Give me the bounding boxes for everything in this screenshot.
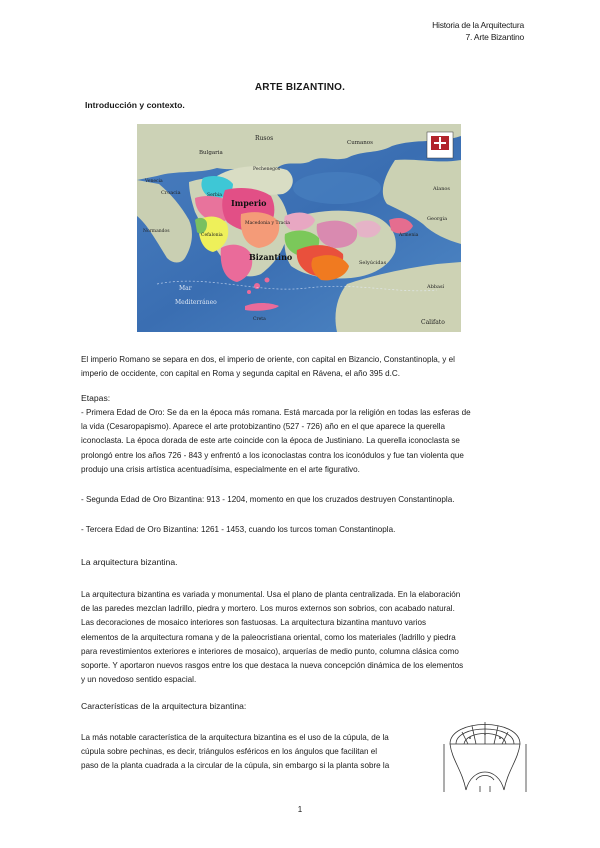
header-course: Historia de la Arquitectura: [432, 20, 524, 30]
pendentive-dome-drawing: [442, 700, 528, 792]
text-line: elementos de la arquitectura romana y de la paleocristiana oriental, como los materiales (ladrillo y piedra: [81, 632, 456, 642]
byzantine-empire-map: [137, 124, 461, 332]
text-line: soporte. Y aportaron nuevos rasgos entre los que destaca la nueva concepción dinámica de los elementos: [81, 661, 464, 671]
map-label-macedonia: Macedonia y Tracia: [245, 221, 290, 226]
etapas-heading: Etapas:: [81, 393, 111, 403]
map-label-abbasi: Abbasí: [427, 284, 445, 290]
document-title: ARTE BIZANTINO.: [254, 82, 346, 93]
text-line: produjo una crisis artística acentuadísima, especialmente en el arte figurativo.: [81, 464, 360, 474]
arquitectura-heading: La arquitectura bizantina.: [81, 557, 178, 567]
page-number: 1: [297, 805, 303, 814]
map-label-normandos: Normandos: [143, 229, 170, 234]
text-line: Las decoraciones de mosaico interiores son fastuosas. La arquitectura bizantina mantuvo varios: [81, 618, 427, 628]
text-line: paso de la planta cuadrada a la circular de la cúpula, sin embargo si la planta sobre la: [81, 761, 390, 771]
map-label-croacia: Croacia: [161, 190, 181, 196]
map-label-venecia: Venecia: [145, 179, 163, 184]
intro-heading: Introducción y contexto.: [85, 100, 185, 110]
text-line: El imperio Romano se separa en dos, el imperio de oriente, con capital en Bizancio, Constantinopla, y el: [81, 355, 455, 364]
map-label-bulgaria: Bulgaria: [199, 150, 223, 156]
text-line: prolongó entre los años 726 - 843 y enfrentó a los iconoclastas contra los iconódulos y fue tan violenta que: [81, 450, 464, 460]
map-label-alanos: Alanos: [433, 186, 450, 192]
text-line: - Primera Edad de Oro: Se da en la época más romana. Está marcada por la religión en todas las esferas de: [81, 408, 471, 417]
map-label-pechenegos: Pechenegos: [253, 167, 281, 172]
map-label-cefalonia: Cefalonia: [201, 233, 223, 238]
text-line: para revestimientos exteriores e interiores de mosaico), arquerías de medio punto, columna clásica como: [81, 646, 459, 656]
paragraph-etapa-2: - Segunda Edad de Oro Bizantina: 913 - 1204, momento en que los cruzados destruyen Constantinopla.: [81, 495, 455, 504]
text-line: imperio de occidente, con capital en Roma y segunda capital en Rávena, el año 395 d.C.: [81, 369, 401, 379]
caracteristicas-heading: Características de la arquitectura bizantina:: [81, 701, 247, 711]
text-line: de las paredes mezclan ladrillo, piedra y mortero. Los muros externos son sobrios, con acabado natural.: [81, 604, 455, 614]
text-line: La más notable característica de la arquitectura bizantina es el uso de la cúpula, de la: [81, 733, 389, 742]
map-label-armenia: Armenia: [399, 233, 419, 238]
text-line: cúpula sobre pechinas, es decir, triángulos esféricos en los ángulos que facilitan el: [81, 747, 378, 757]
text-line: iconoclasta. La época dorada de este arte coincide con la época de Justiniano. La querella iconoclasta se: [81, 436, 460, 446]
paragraph-etapa-3: - Tercera Edad de Oro Bizantina: 1261 - 1453, cuando los turcos toman Constantinopla.: [81, 525, 396, 534]
map-label-serbia: Serbia: [207, 193, 222, 198]
map-label-califato: Califato: [421, 319, 445, 326]
map-label-imperio: Imperio: [231, 198, 267, 208]
map-label-rusos: Rusos: [255, 135, 274, 142]
paragraph-imperio: [81, 353, 526, 381]
text-line: la vida (Cesaropapismo). Aparece el arte protobizantino (527 - 726) año en el que aparece la querella: [81, 422, 445, 432]
map-label-cumanos: Cumanos: [347, 140, 373, 146]
map-label-georgia: Georgia: [427, 216, 448, 222]
map-label-mediterraneo: Mediterráneo: [175, 299, 217, 306]
running-header: [432, 19, 524, 43]
paragraph-caracteristicas: [81, 731, 441, 774]
paragraph-etapa-1: [81, 406, 526, 477]
header-unit: 7. Arte Bizantino: [465, 32, 524, 42]
text-line: y un novedoso sentido espacial.: [81, 675, 197, 685]
map-label-bizantino: Bizantino: [249, 252, 293, 262]
map-label-mar: Mar: [179, 285, 192, 292]
map-label-seljucidas: Selyúcidas: [359, 260, 387, 266]
text-line: La arquitectura bizantina es variada y monumental. Usa el plano de planta centralizada. En la elaboración: [81, 590, 461, 599]
paragraph-arquitectura: [81, 588, 526, 687]
map-label-creta: Creta: [253, 317, 266, 322]
